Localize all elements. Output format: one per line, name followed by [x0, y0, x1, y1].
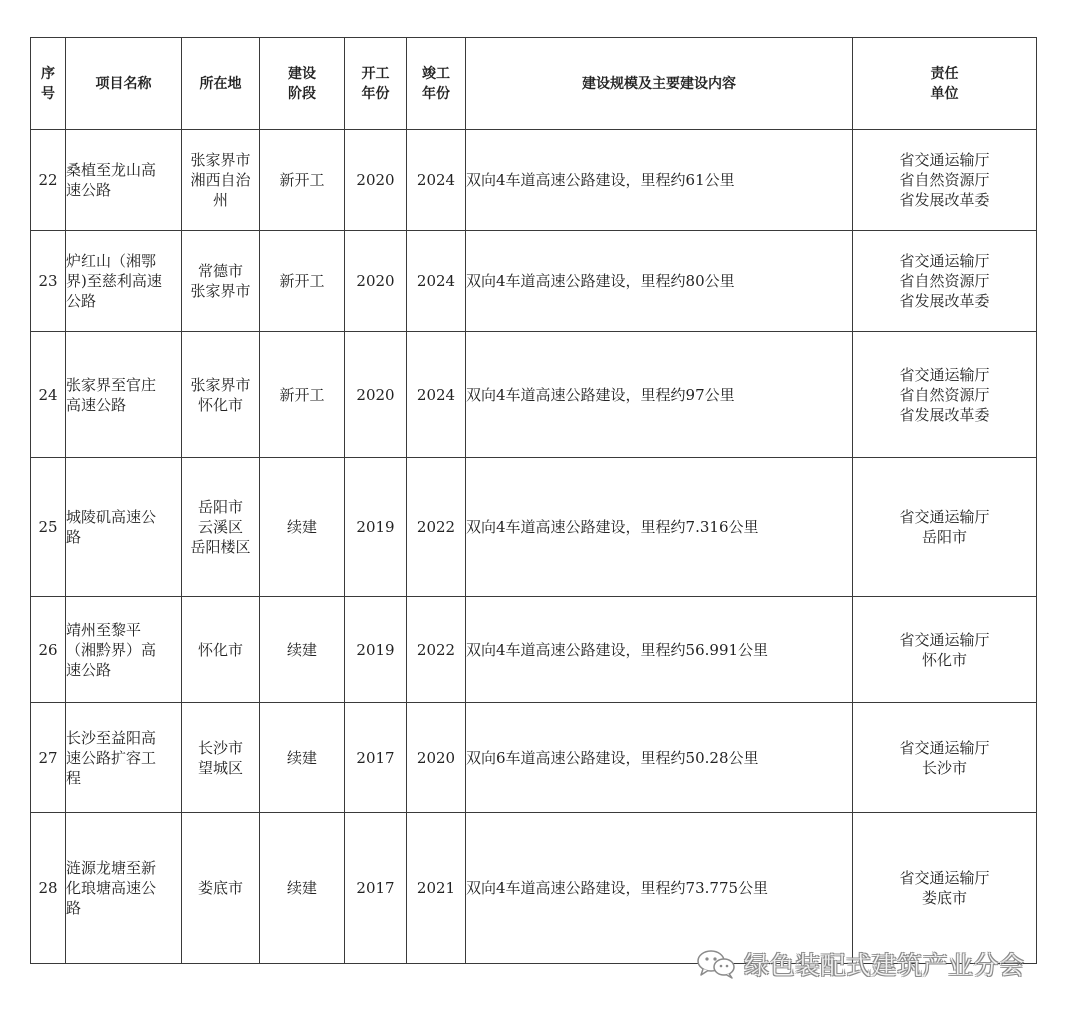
row-start-year: 2019	[345, 458, 407, 597]
row-location: 张家界市 怀化市	[182, 332, 260, 458]
row-start-year: 2020	[345, 231, 407, 332]
watermark	[696, 946, 1025, 982]
table-row	[31, 813, 1037, 964]
row-seq: 28	[31, 813, 66, 964]
row-seq: 27	[31, 703, 66, 813]
header-stage: 建设 阶段	[260, 38, 345, 130]
row-start-year: 2020	[345, 130, 407, 231]
row-seq: 24	[31, 332, 66, 458]
row-stage: 续建	[260, 458, 345, 597]
table-header-row	[31, 38, 1037, 130]
row-start-year: 2017	[345, 703, 407, 813]
row-project-name: 长沙至益阳高 速公路扩容工 程	[66, 703, 182, 813]
row-location: 怀化市	[182, 597, 260, 703]
row-content: 双向4车道高速公路建设，里程约73.775公里	[466, 813, 853, 964]
row-content: 双向4车道高速公路建设，里程约80公里	[466, 231, 853, 332]
watermark-text: 绿色装配式建筑产业分会	[744, 951, 1025, 980]
row-project-name: 涟源龙塘至新 化琅塘高速公 路	[66, 813, 182, 964]
row-stage: 续建	[260, 597, 345, 703]
row-end-year: 2022	[407, 597, 466, 703]
row-project-name: 桑植至龙山高 速公路	[66, 130, 182, 231]
row-location: 常德市 张家界市	[182, 231, 260, 332]
row-project-name: 城陵矶高速公 路	[66, 458, 182, 597]
table-row	[31, 130, 1037, 231]
project-table	[30, 37, 1037, 964]
header-content: 建设规模及主要建设内容	[466, 38, 853, 130]
row-responsible: 省交通运输厅 长沙市	[853, 703, 1037, 813]
header-location: 所在地	[182, 38, 260, 130]
row-location: 长沙市 望城区	[182, 703, 260, 813]
row-content: 双向6车道高速公路建设，里程约50.28公里	[466, 703, 853, 813]
row-end-year: 2021	[407, 813, 466, 964]
table-row	[31, 703, 1037, 813]
header-start-year: 开工 年份	[345, 38, 407, 130]
row-seq: 22	[31, 130, 66, 231]
row-content: 双向4车道高速公路建设，里程约61公里	[466, 130, 853, 231]
row-responsible: 省交通运输厅 省自然资源厅 省发展改革委	[853, 231, 1037, 332]
row-seq: 26	[31, 597, 66, 703]
header-responsible: 责任 单位	[853, 38, 1037, 130]
table-row	[31, 332, 1037, 458]
table-row	[31, 458, 1037, 597]
row-stage: 续建	[260, 813, 345, 964]
row-content: 双向4车道高速公路建设，里程约7.316公里	[466, 458, 853, 597]
row-start-year: 2017	[345, 813, 407, 964]
header-project-name: 项目名称	[66, 38, 182, 130]
row-start-year: 2019	[345, 597, 407, 703]
table-row	[31, 231, 1037, 332]
row-end-year: 2024	[407, 332, 466, 458]
row-location: 娄底市	[182, 813, 260, 964]
row-stage: 新开工	[260, 332, 345, 458]
row-start-year: 2020	[345, 332, 407, 458]
row-end-year: 2024	[407, 130, 466, 231]
row-seq: 23	[31, 231, 66, 332]
header-end-year: 竣工 年份	[407, 38, 466, 130]
row-end-year: 2022	[407, 458, 466, 597]
row-seq: 25	[31, 458, 66, 597]
row-end-year: 2020	[407, 703, 466, 813]
row-responsible: 省交通运输厅 省自然资源厅 省发展改革委	[853, 332, 1037, 458]
row-responsible: 省交通运输厅 岳阳市	[853, 458, 1037, 597]
row-project-name: 炉红山（湘鄂 界)至慈利高速 公路	[66, 231, 182, 332]
row-content: 双向4车道高速公路建设，里程约56.991公里	[466, 597, 853, 703]
row-responsible: 省交通运输厅 娄底市	[853, 813, 1037, 964]
row-stage: 新开工	[260, 231, 345, 332]
header-seq: 序 号	[31, 38, 66, 130]
row-end-year: 2024	[407, 231, 466, 332]
row-project-name: 靖州至黎平 （湘黔界）高 速公路	[66, 597, 182, 703]
row-location: 岳阳市 云溪区 岳阳楼区	[182, 458, 260, 597]
row-stage: 新开工	[260, 130, 345, 231]
row-responsible: 省交通运输厅 省自然资源厅 省发展改革委	[853, 130, 1037, 231]
table-row	[31, 597, 1037, 703]
row-stage: 续建	[260, 703, 345, 813]
row-project-name: 张家界至官庄 高速公路	[66, 332, 182, 458]
row-responsible: 省交通运输厅 怀化市	[853, 597, 1037, 703]
wechat-icon	[696, 949, 738, 979]
row-content: 双向4车道高速公路建设，里程约97公里	[466, 332, 853, 458]
row-location: 张家界市 湘西自治 州	[182, 130, 260, 231]
